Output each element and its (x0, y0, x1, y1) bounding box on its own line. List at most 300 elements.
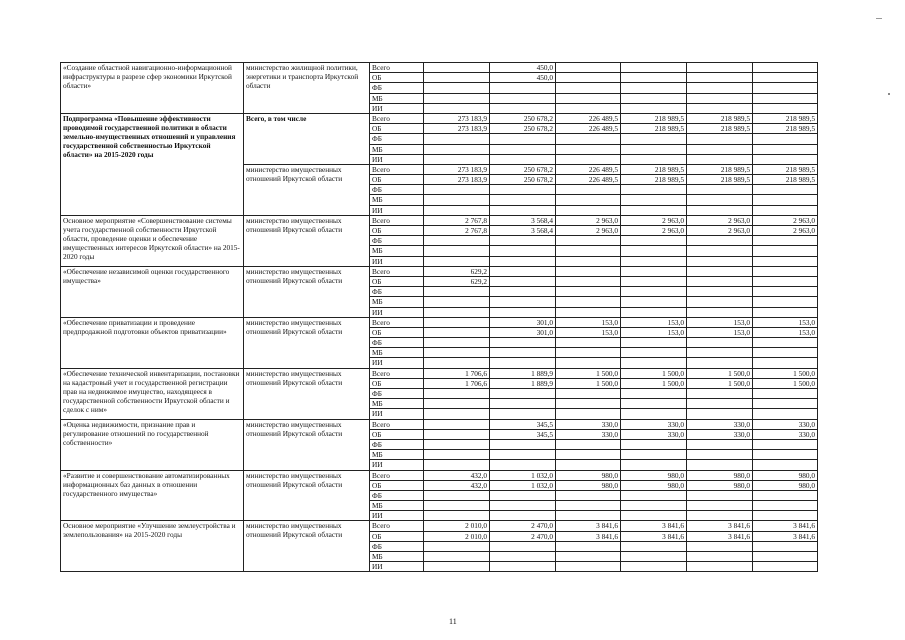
amount-cell (424, 103, 490, 113)
amount-cell: 330,0 (621, 419, 687, 429)
amount-cell: 153,0 (687, 327, 753, 337)
funding-source-cell: ФБ (370, 490, 424, 500)
amount-cell: 226 489,5 (556, 113, 621, 123)
amount-cell (687, 73, 753, 83)
amount-cell: 330,0 (621, 429, 687, 439)
funding-source-cell: ОБ (370, 276, 424, 286)
amount-cell (424, 327, 490, 337)
amount-cell: 345,5 (490, 419, 556, 429)
amount-cell: 330,0 (687, 419, 753, 429)
amount-cell (687, 409, 753, 419)
amount-cell (687, 439, 753, 449)
amount-cell (556, 246, 621, 256)
amount-cell: 629,2 (424, 266, 490, 276)
amount-cell: 629,2 (424, 276, 490, 286)
amount-cell (556, 154, 621, 164)
funding-source-cell: ОБ (370, 124, 424, 134)
amount-cell (753, 348, 818, 358)
amount-cell (621, 83, 687, 93)
funding-source-cell: Всего (370, 164, 424, 174)
amount-cell (687, 490, 753, 500)
program-name-cell: Основное мероприятие «Улучшение землеустройства и землепользования» на 2015-2020 годы (61, 521, 244, 572)
amount-cell: 153,0 (753, 327, 818, 337)
amount-cell (490, 236, 556, 246)
amount-cell (687, 501, 753, 511)
amount-cell: 1 500,0 (687, 378, 753, 388)
amount-cell (556, 134, 621, 144)
amount-cell (424, 317, 490, 327)
amount-cell (556, 63, 621, 73)
amount-cell (687, 389, 753, 399)
amount-cell: 218 989,5 (687, 124, 753, 134)
executor-cell: министерство имущественных отношений Иркутской области (244, 368, 370, 419)
amount-cell (753, 103, 818, 113)
table-row (61, 215, 818, 225)
funding-source-cell: МБ (370, 552, 424, 562)
amount-cell: 153,0 (753, 317, 818, 327)
funding-source-cell: ФБ (370, 541, 424, 551)
amount-cell (621, 266, 687, 276)
amount-cell (753, 501, 818, 511)
table-row (61, 368, 818, 378)
amount-cell (753, 490, 818, 500)
amount-cell: 345,5 (490, 429, 556, 439)
amount-cell: 1 032,0 (490, 470, 556, 480)
amount-cell: 980,0 (556, 470, 621, 480)
amount-cell (621, 389, 687, 399)
amount-cell (424, 358, 490, 368)
amount-cell (621, 236, 687, 246)
amount-cell: 1 500,0 (556, 368, 621, 378)
amount-cell (621, 511, 687, 521)
amount-cell (556, 195, 621, 205)
amount-cell: 3 841,6 (556, 521, 621, 531)
amount-cell (621, 93, 687, 103)
amount-cell (556, 450, 621, 460)
amount-cell (490, 246, 556, 256)
amount-cell (490, 511, 556, 521)
funding-source-cell: ОБ (370, 378, 424, 388)
amount-cell: 980,0 (556, 480, 621, 490)
amount-cell (490, 501, 556, 511)
funding-source-cell: ИИ (370, 205, 424, 215)
amount-cell (621, 205, 687, 215)
amount-cell: 273 183,9 (424, 175, 490, 185)
amount-cell (490, 439, 556, 449)
amount-cell (753, 195, 818, 205)
amount-cell (556, 256, 621, 266)
amount-cell (753, 256, 818, 266)
amount-cell (424, 490, 490, 500)
amount-cell (556, 297, 621, 307)
amount-cell: 450,0 (490, 73, 556, 83)
amount-cell (687, 83, 753, 93)
funding-source-cell: ИИ (370, 511, 424, 521)
amount-cell: 450,0 (490, 63, 556, 73)
amount-cell (490, 256, 556, 266)
amount-cell: 1 500,0 (556, 378, 621, 388)
amount-cell (687, 276, 753, 286)
table-row (61, 419, 818, 429)
amount-cell (753, 450, 818, 460)
amount-cell (490, 134, 556, 144)
page-number: 11 (449, 617, 457, 626)
amount-cell: 432,0 (424, 480, 490, 490)
executor-cell: министерство имущественных отношений Иркутской области (244, 317, 370, 368)
amount-cell (687, 144, 753, 154)
amount-cell (687, 154, 753, 164)
amount-cell (621, 134, 687, 144)
amount-cell (424, 185, 490, 195)
amount-cell (424, 205, 490, 215)
amount-cell: 2 963,0 (753, 226, 818, 236)
amount-cell (687, 195, 753, 205)
amount-cell: 226 489,5 (556, 124, 621, 134)
funding-source-cell: МБ (370, 348, 424, 358)
amount-cell (687, 450, 753, 460)
program-name-cell: «Обеспечение приватизации и проведение предпродажной подготовки объектов приватизации» (61, 317, 244, 368)
amount-cell (556, 144, 621, 154)
amount-cell: 250 678,2 (490, 175, 556, 185)
funding-source-cell: ОБ (370, 531, 424, 541)
amount-cell (424, 409, 490, 419)
funding-source-cell: МБ (370, 297, 424, 307)
amount-cell (687, 358, 753, 368)
amount-cell (490, 185, 556, 195)
amount-cell: 218 989,5 (753, 175, 818, 185)
amount-cell (621, 144, 687, 154)
amount-cell (753, 307, 818, 317)
funding-source-cell: МБ (370, 246, 424, 256)
amount-cell (424, 562, 490, 572)
amount-cell (490, 266, 556, 276)
amount-cell (621, 297, 687, 307)
funding-source-cell: ИИ (370, 562, 424, 572)
amount-cell (490, 103, 556, 113)
amount-cell (753, 460, 818, 470)
amount-cell: 218 989,5 (687, 113, 753, 123)
funding-source-cell: ИИ (370, 307, 424, 317)
amount-cell: 2 010,0 (424, 531, 490, 541)
amount-cell (556, 409, 621, 419)
amount-cell (621, 490, 687, 500)
amount-cell: 1 500,0 (753, 368, 818, 378)
amount-cell: 2 963,0 (753, 215, 818, 225)
amount-cell (753, 73, 818, 83)
amount-cell (753, 83, 818, 93)
amount-cell: 250 678,2 (490, 113, 556, 123)
amount-cell: 980,0 (753, 470, 818, 480)
amount-cell: 2 963,0 (621, 215, 687, 225)
amount-cell: 980,0 (621, 480, 687, 490)
funding-source-cell: ИИ (370, 103, 424, 113)
funding-source-cell: ФБ (370, 287, 424, 297)
funding-source-cell: ИИ (370, 358, 424, 368)
amount-cell: 330,0 (556, 419, 621, 429)
funding-source-cell: ФБ (370, 236, 424, 246)
amount-cell: 330,0 (753, 429, 818, 439)
amount-cell (424, 552, 490, 562)
amount-cell (687, 297, 753, 307)
amount-cell (424, 63, 490, 73)
amount-cell: 1 032,0 (490, 480, 556, 490)
amount-cell: 1 500,0 (621, 378, 687, 388)
funding-source-cell: ОБ (370, 327, 424, 337)
amount-cell (556, 460, 621, 470)
executor-cell: Всего, в том числе (244, 113, 370, 164)
amount-cell (424, 297, 490, 307)
amount-cell (753, 399, 818, 409)
funding-source-cell: Всего (370, 266, 424, 276)
amount-cell: 1 500,0 (753, 378, 818, 388)
amount-cell (621, 460, 687, 470)
amount-cell (556, 103, 621, 113)
amount-cell (490, 399, 556, 409)
funding-source-cell: Всего (370, 63, 424, 73)
amount-cell (490, 450, 556, 460)
amount-cell: 3 841,6 (753, 531, 818, 541)
amount-cell (424, 307, 490, 317)
table-row (61, 266, 818, 276)
amount-cell: 218 989,5 (753, 124, 818, 134)
funding-source-cell: Всего (370, 317, 424, 327)
amount-cell (621, 552, 687, 562)
executor-cell: министерство имущественных отношений Иркутской области (244, 164, 370, 215)
funding-source-cell: Всего (370, 521, 424, 531)
program-name-cell: «Развитие и совершенствование автоматизированных информационных баз данных в отношении государственного имущества» (61, 470, 244, 521)
amount-cell (490, 83, 556, 93)
amount-cell (753, 93, 818, 103)
amount-cell: 3 841,6 (556, 531, 621, 541)
amount-cell (424, 73, 490, 83)
amount-cell (490, 541, 556, 551)
amount-cell (621, 276, 687, 286)
amount-cell: 2 963,0 (687, 226, 753, 236)
amount-cell (687, 63, 753, 73)
amount-cell (621, 501, 687, 511)
funding-source-cell: ФБ (370, 134, 424, 144)
amount-cell (621, 63, 687, 73)
amount-cell (753, 266, 818, 276)
amount-cell: 273 183,9 (424, 113, 490, 123)
amount-cell: 432,0 (424, 470, 490, 480)
amount-cell (753, 144, 818, 154)
funding-source-cell: ФБ (370, 338, 424, 348)
program-name-cell: «Создание областной навигационно-информационной инфраструктуры в разрезе сфер экономики Иркутской области» (61, 63, 244, 114)
amount-cell (753, 185, 818, 195)
amount-cell (556, 501, 621, 511)
amount-cell (490, 552, 556, 562)
amount-cell (753, 511, 818, 521)
amount-cell (753, 297, 818, 307)
amount-cell (753, 338, 818, 348)
amount-cell: 1 706,6 (424, 378, 490, 388)
amount-cell (753, 205, 818, 215)
funding-source-cell: Всего (370, 368, 424, 378)
amount-cell (490, 409, 556, 419)
funding-source-cell: ОБ (370, 429, 424, 439)
funding-source-cell: ИИ (370, 460, 424, 470)
amount-cell (621, 185, 687, 195)
amount-cell (621, 256, 687, 266)
amount-cell (424, 541, 490, 551)
executor-cell: министерство имущественных отношений Иркутской области (244, 470, 370, 521)
amount-cell (621, 409, 687, 419)
amount-cell (424, 399, 490, 409)
amount-cell (490, 348, 556, 358)
amount-cell (753, 439, 818, 449)
amount-cell (687, 236, 753, 246)
amount-cell: 330,0 (687, 429, 753, 439)
amount-cell (424, 389, 490, 399)
amount-cell (490, 297, 556, 307)
amount-cell: 2 963,0 (556, 226, 621, 236)
program-name-cell: «Обеспечение независимой оценки государственного имущества» (61, 266, 244, 317)
executor-cell: министерство имущественных отношений Иркутской области (244, 521, 370, 572)
amount-cell (687, 307, 753, 317)
amount-cell: 153,0 (621, 317, 687, 327)
amount-cell: 2 470,0 (490, 521, 556, 531)
amount-cell (687, 256, 753, 266)
funding-source-cell: ФБ (370, 389, 424, 399)
amount-cell (753, 562, 818, 572)
amount-cell (490, 144, 556, 154)
amount-cell (753, 154, 818, 164)
amount-cell: 1 889,9 (490, 368, 556, 378)
funding-source-cell: ОБ (370, 175, 424, 185)
funding-source-cell: ОБ (370, 226, 424, 236)
amount-cell (490, 389, 556, 399)
funding-table (60, 62, 818, 572)
amount-cell (490, 93, 556, 103)
amount-cell: 273 183,9 (424, 124, 490, 134)
amount-cell (556, 73, 621, 83)
amount-cell: 226 489,5 (556, 164, 621, 174)
amount-cell: 2 010,0 (424, 521, 490, 531)
amount-cell (490, 307, 556, 317)
executor-cell: министерство имущественных отношений Иркутской области (244, 215, 370, 266)
amount-cell (424, 256, 490, 266)
funding-source-cell: МБ (370, 93, 424, 103)
funding-source-cell: МБ (370, 450, 424, 460)
table-row (61, 521, 818, 531)
amount-cell (753, 134, 818, 144)
amount-cell: 1 706,6 (424, 368, 490, 378)
amount-cell: 153,0 (556, 327, 621, 337)
amount-cell: 153,0 (621, 327, 687, 337)
amount-cell: 1 500,0 (621, 368, 687, 378)
amount-cell: 980,0 (753, 480, 818, 490)
amount-cell: 301,0 (490, 317, 556, 327)
amount-cell (424, 83, 490, 93)
amount-cell (424, 419, 490, 429)
table-row (61, 470, 818, 480)
funding-source-cell: Всего (370, 113, 424, 123)
amount-cell: 2 767,8 (424, 215, 490, 225)
amount-cell (687, 338, 753, 348)
amount-cell (687, 266, 753, 276)
funding-source-cell: МБ (370, 399, 424, 409)
amount-cell (753, 236, 818, 246)
amount-cell: 218 989,5 (621, 175, 687, 185)
amount-cell (490, 338, 556, 348)
amount-cell (556, 552, 621, 562)
funding-source-cell: МБ (370, 501, 424, 511)
amount-cell (556, 307, 621, 317)
amount-cell (424, 348, 490, 358)
amount-cell (621, 246, 687, 256)
amount-cell: 2 963,0 (687, 215, 753, 225)
table-row (61, 63, 818, 73)
amount-cell: 250 678,2 (490, 164, 556, 174)
amount-cell (687, 552, 753, 562)
amount-cell (753, 552, 818, 562)
scan-artifact (888, 93, 890, 95)
amount-cell (556, 276, 621, 286)
amount-cell: 3 568,4 (490, 215, 556, 225)
amount-cell (490, 205, 556, 215)
amount-cell (424, 450, 490, 460)
scan-artifact (876, 18, 882, 19)
amount-cell: 218 989,5 (621, 113, 687, 123)
amount-cell: 330,0 (753, 419, 818, 429)
amount-cell (490, 562, 556, 572)
amount-cell: 301,0 (490, 327, 556, 337)
amount-cell: 2 470,0 (490, 531, 556, 541)
amount-cell: 2 963,0 (621, 226, 687, 236)
amount-cell (687, 348, 753, 358)
amount-cell (424, 501, 490, 511)
amount-cell (424, 236, 490, 246)
amount-cell (621, 73, 687, 83)
amount-cell (556, 266, 621, 276)
amount-cell: 273 183,9 (424, 164, 490, 174)
amount-cell (556, 358, 621, 368)
funding-table-body (61, 63, 818, 572)
program-name-cell: Подпрограмма «Повышение эффективности проводимой государственной политики в области земельно-имущественных отношений и управления государственной собственностью Иркутской области» на 2015-2020 годы (61, 113, 244, 215)
amount-cell (621, 338, 687, 348)
amount-cell (556, 185, 621, 195)
amount-cell (753, 287, 818, 297)
amount-cell (424, 195, 490, 205)
amount-cell (556, 389, 621, 399)
amount-cell (424, 429, 490, 439)
amount-cell: 218 989,5 (687, 175, 753, 185)
funding-source-cell: ФБ (370, 439, 424, 449)
amount-cell (424, 144, 490, 154)
amount-cell (621, 287, 687, 297)
amount-cell (490, 287, 556, 297)
amount-cell (753, 276, 818, 286)
executor-cell: министерство имущественных отношений Иркутской области (244, 419, 370, 470)
amount-cell (687, 460, 753, 470)
amount-cell (424, 460, 490, 470)
funding-source-cell: Всего (370, 470, 424, 480)
amount-cell (687, 134, 753, 144)
amount-cell (424, 93, 490, 103)
amount-cell (424, 134, 490, 144)
amount-cell (621, 348, 687, 358)
amount-cell: 218 989,5 (687, 164, 753, 174)
amount-cell: 153,0 (687, 317, 753, 327)
amount-cell (556, 439, 621, 449)
amount-cell: 1 889,9 (490, 378, 556, 388)
amount-cell (687, 511, 753, 521)
funding-source-cell: МБ (370, 195, 424, 205)
amount-cell (753, 63, 818, 73)
amount-cell (424, 154, 490, 164)
amount-cell: 153,0 (556, 317, 621, 327)
